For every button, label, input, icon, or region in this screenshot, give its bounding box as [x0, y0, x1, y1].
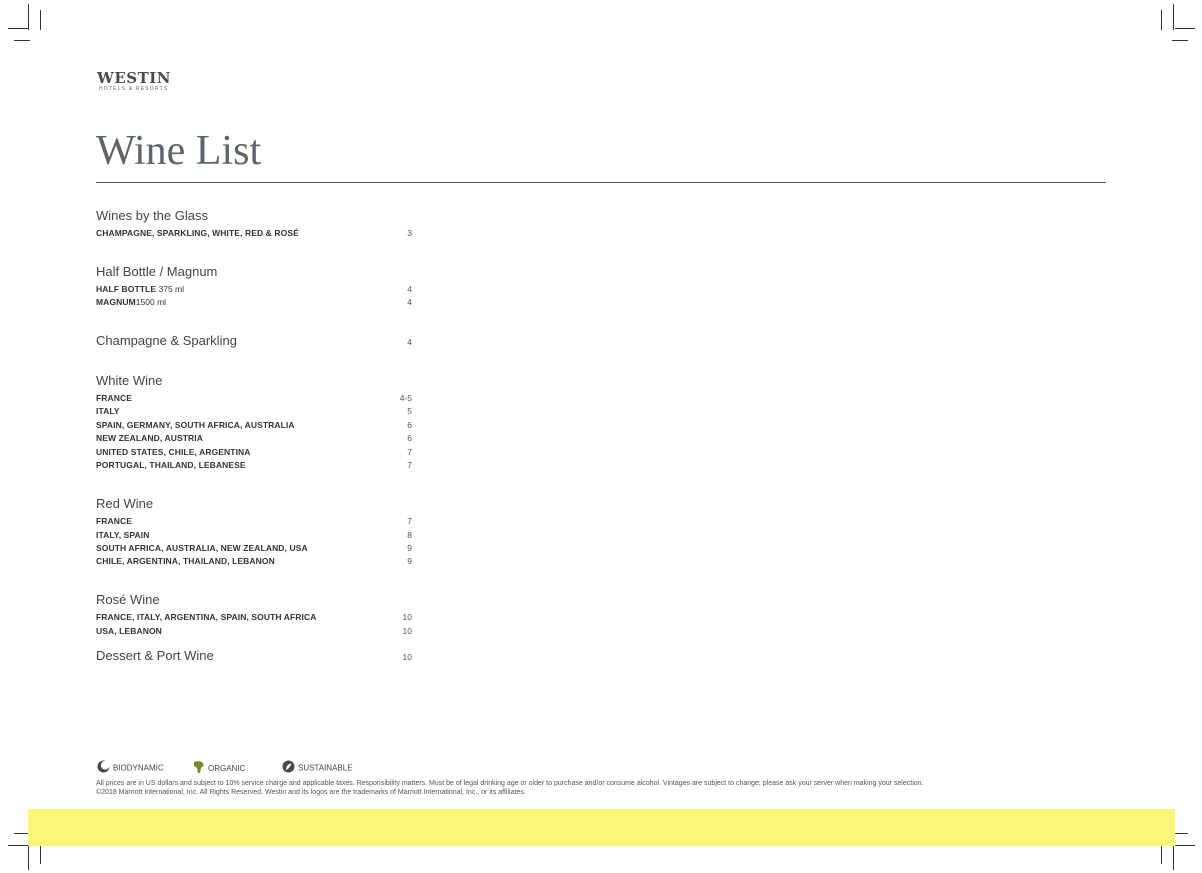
row-page: 3	[407, 228, 412, 238]
row-volume: 375 ml	[156, 284, 184, 294]
row-page: 7	[407, 460, 412, 470]
row-page: 6	[407, 420, 412, 430]
footer-notes	[96, 779, 1106, 797]
row-page: 10	[402, 626, 412, 636]
yellow-band	[28, 809, 1175, 846]
toc-row	[96, 283, 412, 296]
crop-mark	[14, 40, 30, 41]
crop-mark	[1175, 28, 1195, 29]
row-label: SPAIN, GERMANY, SOUTH AFRICA, AUSTRALIA	[96, 420, 295, 430]
section-title: Red Wine	[96, 496, 154, 511]
sustainable-icon	[282, 760, 295, 777]
row-label: ITALY	[96, 406, 120, 416]
row-label: UNITED STATES, CHILE, ARGENTINA	[96, 447, 251, 457]
biodynamic-icon	[97, 760, 110, 777]
toc-row	[96, 227, 412, 240]
row-volume: 1500 ml	[135, 297, 167, 307]
crop-mark	[8, 845, 28, 846]
toc-row	[96, 459, 412, 472]
row-page: 6	[407, 433, 412, 443]
row-page: 10	[402, 612, 412, 622]
section-title: Wines by the Glass	[96, 208, 208, 223]
legend-sustainable	[282, 760, 353, 777]
toc-row	[96, 405, 412, 418]
westin-logo	[97, 70, 171, 92]
section-title: Half Bottle / Magnum	[96, 264, 218, 279]
toc-row	[96, 611, 412, 624]
row-label: PORTUGAL, THAILAND, LEBANESE	[96, 460, 246, 470]
section-title: White Wine	[96, 373, 163, 388]
row-label: CHILE, ARGENTINA, THAILAND, LEBANON	[96, 556, 275, 566]
row-page: 7	[407, 516, 412, 526]
crop-mark	[1173, 4, 1174, 30]
toc-row	[96, 555, 412, 568]
toc-row	[96, 542, 412, 555]
section-title: Champagne & Sparkling	[96, 333, 237, 348]
logo-wordmark: WESTIN	[97, 69, 172, 87]
toc-row	[96, 392, 412, 405]
toc-row	[96, 515, 412, 528]
row-page: 9	[407, 543, 412, 553]
page-title: Wine List	[96, 128, 262, 174]
toc-row	[96, 625, 412, 638]
row-page: 7	[407, 447, 412, 457]
toc-row	[96, 419, 412, 432]
row-label: FRANCE	[96, 516, 133, 526]
toc-row	[96, 529, 412, 542]
section-title: Rosé Wine	[96, 592, 160, 607]
section-page: 10	[402, 652, 412, 662]
crop-mark	[28, 846, 29, 870]
crop-mark	[1173, 846, 1174, 870]
section-title: Dessert & Port Wine	[96, 648, 214, 663]
row-label: FRANCE	[96, 393, 133, 403]
logo-tagline: HOTELS & RESORTS	[99, 86, 169, 92]
section-page: 4	[407, 337, 412, 347]
row-label: ITALY, SPAIN	[96, 530, 150, 540]
crop-mark	[40, 846, 41, 864]
crop-mark	[28, 4, 29, 30]
row-page: 4-5	[399, 393, 412, 403]
crop-mark	[1175, 845, 1195, 846]
crop-mark	[8, 28, 28, 29]
crop-mark	[1161, 10, 1162, 30]
legend-organic	[193, 760, 245, 778]
row-label: SOUTH AFRICA, AUSTRALIA, NEW ZEALAND, USA	[96, 543, 308, 553]
footer-copyright: ©2018 Marriott International, Inc. All Rights Reserved. Westin and its logos are the trademarks of Marriott International, Inc., or its affiliates.	[96, 789, 526, 796]
row-label: NEW ZEALAND, AUSTRIA	[96, 433, 203, 443]
toc-row	[96, 296, 412, 309]
crop-mark	[1161, 846, 1162, 864]
row-page: 9	[407, 556, 412, 566]
organic-icon	[193, 760, 205, 778]
row-label: MAGNUM	[96, 297, 136, 307]
legend-label: SUSTAINABLE	[298, 763, 353, 773]
row-label: FRANCE, ITALY, ARGENTINA, SPAIN, SOUTH AFRICA	[96, 612, 317, 622]
legend-biodynamic	[97, 760, 164, 777]
legend-label: ORGANIC	[208, 764, 246, 774]
row-page: 4	[407, 297, 412, 307]
row-page: 4	[407, 284, 412, 294]
toc-row	[96, 446, 412, 459]
crop-mark	[1172, 40, 1188, 41]
row-page: 8	[407, 530, 412, 540]
row-label: CHAMPAGNE, SPARKLING, WHITE, RED & ROSÉ	[96, 228, 299, 238]
legend-label: BIODYNAMIC	[113, 763, 164, 773]
row-label: HALF BOTTLE	[96, 284, 157, 294]
toc-row	[96, 432, 412, 445]
footer-disclaimer: All prices are in US dollars and subject to 10% service charge and applicable taxes. Responsibility matters. Must be of legal drinking age or older to purchase and/or consume alcohol. Vintages are subject to change; please ask your server when making your selection.	[96, 780, 924, 787]
title-divider	[96, 182, 1106, 183]
row-page: 5	[407, 406, 412, 416]
row-label: USA, LEBANON	[96, 626, 162, 636]
crop-mark	[40, 10, 41, 30]
